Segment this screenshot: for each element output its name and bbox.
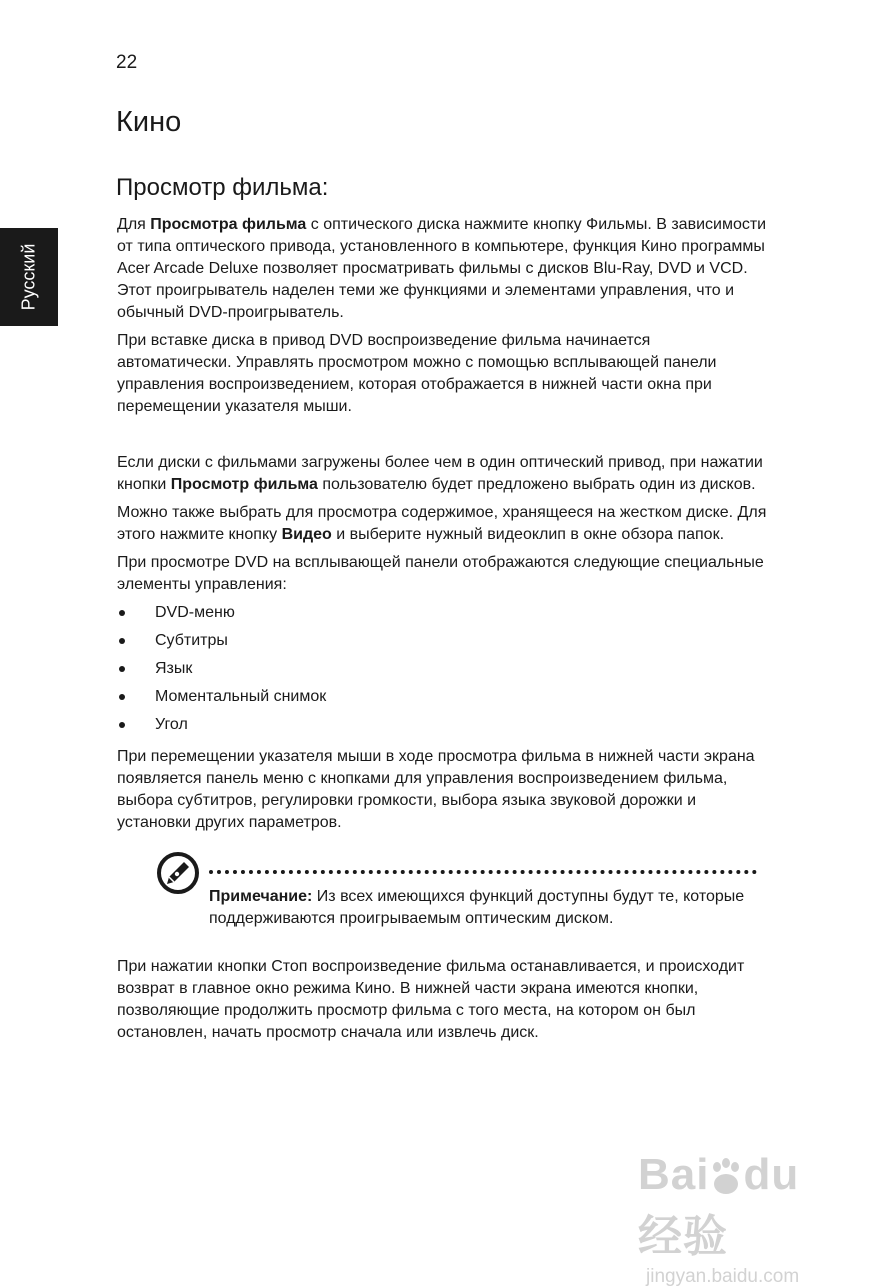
paragraph-menu-bar: При перемещении указателя мыши в ходе просмотра фильма в нижней части экрана появляется панель меню с кнопками для управления воспроизведением фильма, выбора субтитров, регулировки громкости, выбора языка звуковой дорожки и установки других параметров. bbox=[117, 748, 755, 831]
text-run: с оптического диска нажмите кнопку Фильмы. В зависимости от типа оптического привода, установленного в компьютере, функция Кино программы Acer Arcade Deluxe позволяет просматривать фильмы с дисков Blu-Ray, DVD и VCD. Этот проигрыватель наделен теми же функциями и элементами управления, что и обычный DVD-проигрыватель. bbox=[117, 216, 767, 321]
note-pen-icon bbox=[157, 852, 199, 894]
list-item: DVD-меню bbox=[117, 602, 767, 630]
watermark-logo-cn: 经验 bbox=[638, 1212, 728, 1261]
text-run: Если диски с фильмами загружены более чем в один оптический привод, при нажатии кнопки bbox=[117, 454, 763, 493]
text-run: и выберите нужный видеоклип в окне обзора папок. bbox=[331, 526, 725, 543]
paragraph-watch-movie bbox=[117, 214, 767, 324]
text-run: пользователю будет предложено выбрать один из дисков. bbox=[317, 476, 756, 493]
baidu-jingyan-watermark bbox=[638, 1150, 848, 1287]
paragraph-multiple-drives bbox=[117, 452, 767, 496]
watermark-url: jingyan.baidu.com bbox=[646, 1266, 800, 1287]
list-item: Угол bbox=[117, 714, 767, 742]
text-run: Можно также выбрать для просмотра содержимое, хранящееся на жестком диске. Для этого нажмите кнопку bbox=[117, 504, 767, 543]
note-dotted-divider bbox=[209, 870, 757, 874]
paw-icon bbox=[709, 1158, 743, 1196]
bold-term: Просмотр фильма bbox=[170, 476, 318, 493]
bold-term: Видео bbox=[281, 526, 332, 543]
paragraph-stop: При нажатии кнопки Стоп воспроизведение фильма останавливается, и происходит возврат в главное окно режима Кино. В нижней части экрана имеются кнопки, позволяющие продолжить просмотр фильма с того места, на котором он был остановлен, начать просмотр сначала или извлечь диск. bbox=[117, 958, 745, 1041]
note-text bbox=[209, 886, 769, 930]
text-run: Для bbox=[117, 216, 151, 233]
watermark-logo-left: Bai bbox=[638, 1150, 710, 1199]
note-body: Из всех имеющихся функций доступны будут те, которые поддерживаются проигрываемым оптическим диском. bbox=[209, 888, 745, 927]
bold-term: Просмотра фильма bbox=[150, 216, 307, 233]
watermark-logo bbox=[638, 1150, 848, 1264]
list-item: Субтитры bbox=[117, 630, 767, 658]
language-side-tab-label: Русский bbox=[18, 243, 39, 311]
list-item: Моментальный снимок bbox=[117, 686, 767, 714]
document-body bbox=[117, 214, 767, 1050]
paragraph-hard-disk bbox=[117, 502, 767, 546]
note-label: Примечание: bbox=[209, 888, 313, 905]
note-block bbox=[157, 852, 767, 934]
paragraph-dvd-controls: При просмотре DVD на всплывающей панели отображаются следующие специальные элементы управления: bbox=[117, 554, 764, 593]
section-title: Просмотр фильма: bbox=[116, 174, 329, 201]
language-side-tab bbox=[0, 228, 58, 326]
list-item: Язык bbox=[117, 658, 767, 686]
controls-list bbox=[117, 602, 767, 742]
page-number: 22 bbox=[116, 52, 138, 73]
page-title: Кино bbox=[116, 106, 182, 138]
watermark-logo-right: du bbox=[743, 1150, 800, 1199]
paragraph-autoplay: При вставке диска в привод DVD воспроизведение фильма начинается автоматически. Управлять просмотром можно с помощью всплывающей панели управления воспроизведением, которая отображается в нижней части окна при перемещении указателя мыши. bbox=[117, 332, 717, 415]
